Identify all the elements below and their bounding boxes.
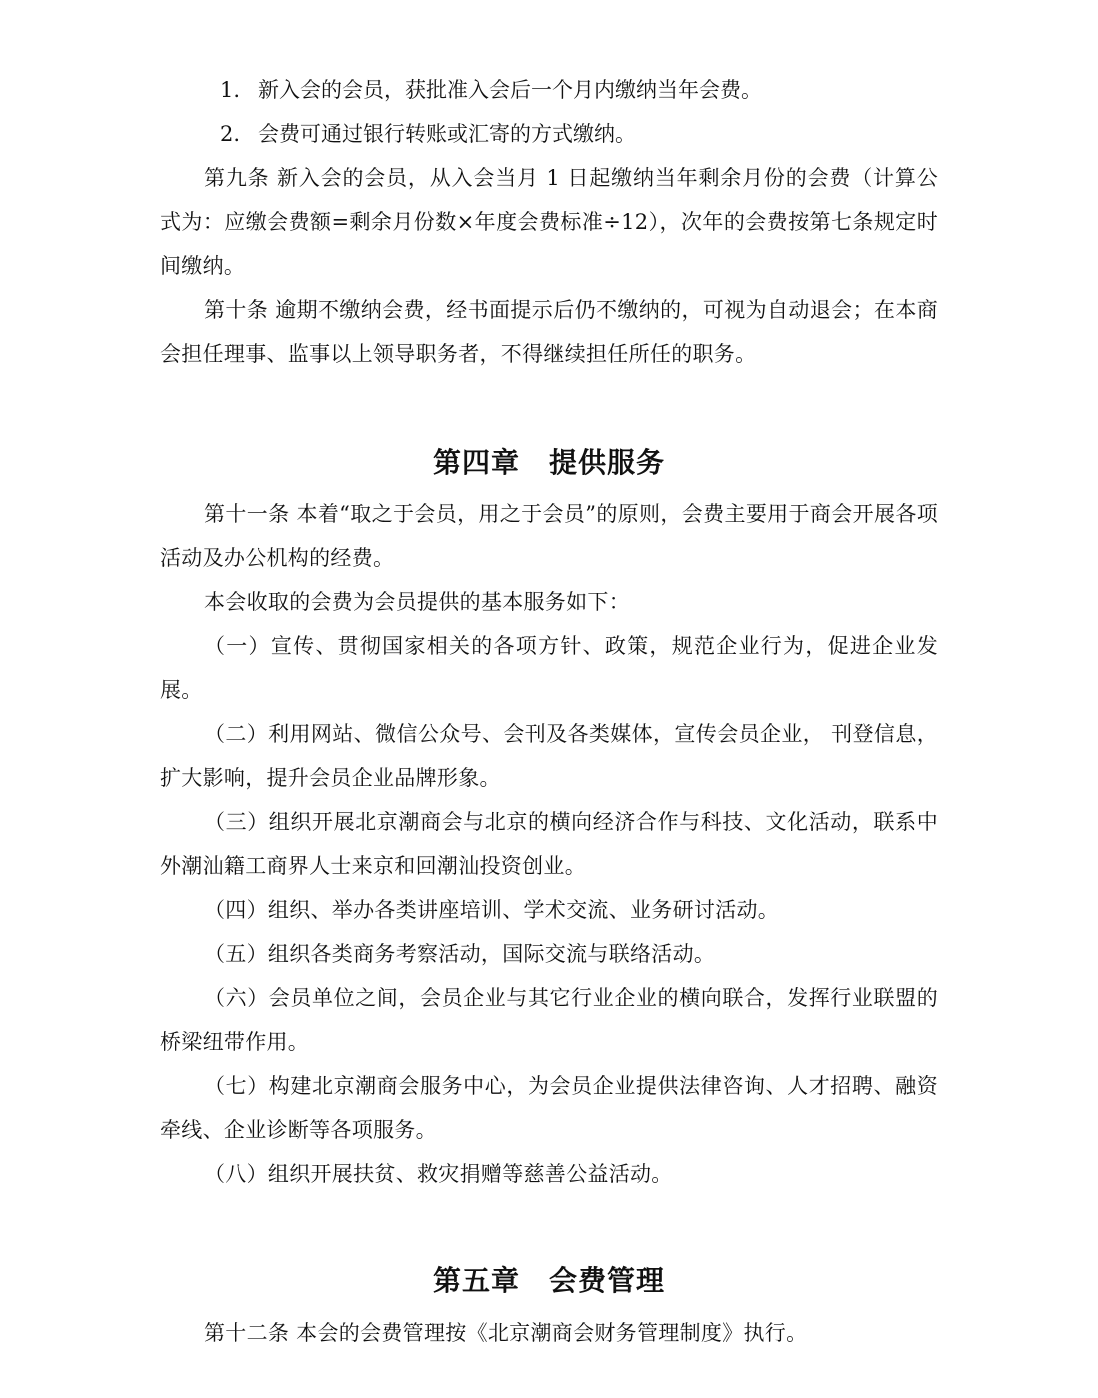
list-number: 2. (220, 122, 241, 146)
list-item-1 (220, 68, 938, 112)
service-item-1: （一）宣传、贯彻国家相关的各项方针、政策，规范企业行为，促进企业发展。 (160, 634, 938, 702)
service-item-4: （四）组织、举办各类讲座培训、学术交流、业务研讨活动。 (204, 898, 780, 922)
list-text: 新入会的会员，获批准入会后一个月内缴纳当年会费。 (258, 78, 762, 102)
service-item-8: （八）组织开展扶贫、救灾捐赠等慈善公益活动。 (204, 1162, 673, 1186)
chapter-4-heading: 第四章 提供服务 (432, 446, 665, 479)
service-item-2: （二）利用网站、微信公众号、会刊及各类媒体，宣传会员企业， 刊登信息，扩大影响，提升会员企业品牌形象。 (160, 722, 938, 790)
article-9: 第九条 新入会的会员，从入会当月 1 日起缴纳当年剩余月份的会费（计算公式为：应缴会费额=剩余月份数×年度会费标准÷12），次年的会费按第七条规定时间缴纳。 (160, 166, 938, 278)
article-12: 第十二条 本会的会费管理按《北京潮商会财务管理制度》执行。 (204, 1321, 808, 1345)
service-item-3: （三）组织开展北京潮商会与北京的横向经济合作与科技、文化活动，联系中外潮汕籍工商界人士来京和回潮汕投资创业。 (160, 810, 938, 878)
service-item-6: （六）会员单位之间，会员企业与其它行业企业的横向联合，发挥行业联盟的桥梁纽带作用。 (160, 986, 938, 1054)
article-10: 第十条 逾期不缴纳会费，经书面提示后仍不缴纳的，可视为自动退会；在本商会担任理事、监事以上领导职务者，不得继续担任所任的职务。 (160, 298, 938, 366)
service-item-7: （七）构建北京潮商会服务中心，为会员企业提供法律咨询、人才招聘、融资牵线、企业诊断等各项服务。 (160, 1074, 938, 1142)
list-text: 会费可通过银行转账或汇寄的方式缴纳。 (258, 122, 636, 146)
list-item-2 (220, 112, 938, 156)
chapter-5-heading: 第五章 会费管理 (432, 1264, 665, 1297)
services-intro: 本会收取的会费为会员提供的基本服务如下： (204, 590, 630, 614)
service-item-5: （五）组织各类商务考察活动，国际交流与联络活动。 (204, 942, 716, 966)
article-11: 第十一条 本着“取之于会员，用之于会员”的原则，会费主要用于商会开展各项活动及办公机构的经费。 (160, 502, 938, 570)
list-number: 1. (220, 78, 241, 102)
